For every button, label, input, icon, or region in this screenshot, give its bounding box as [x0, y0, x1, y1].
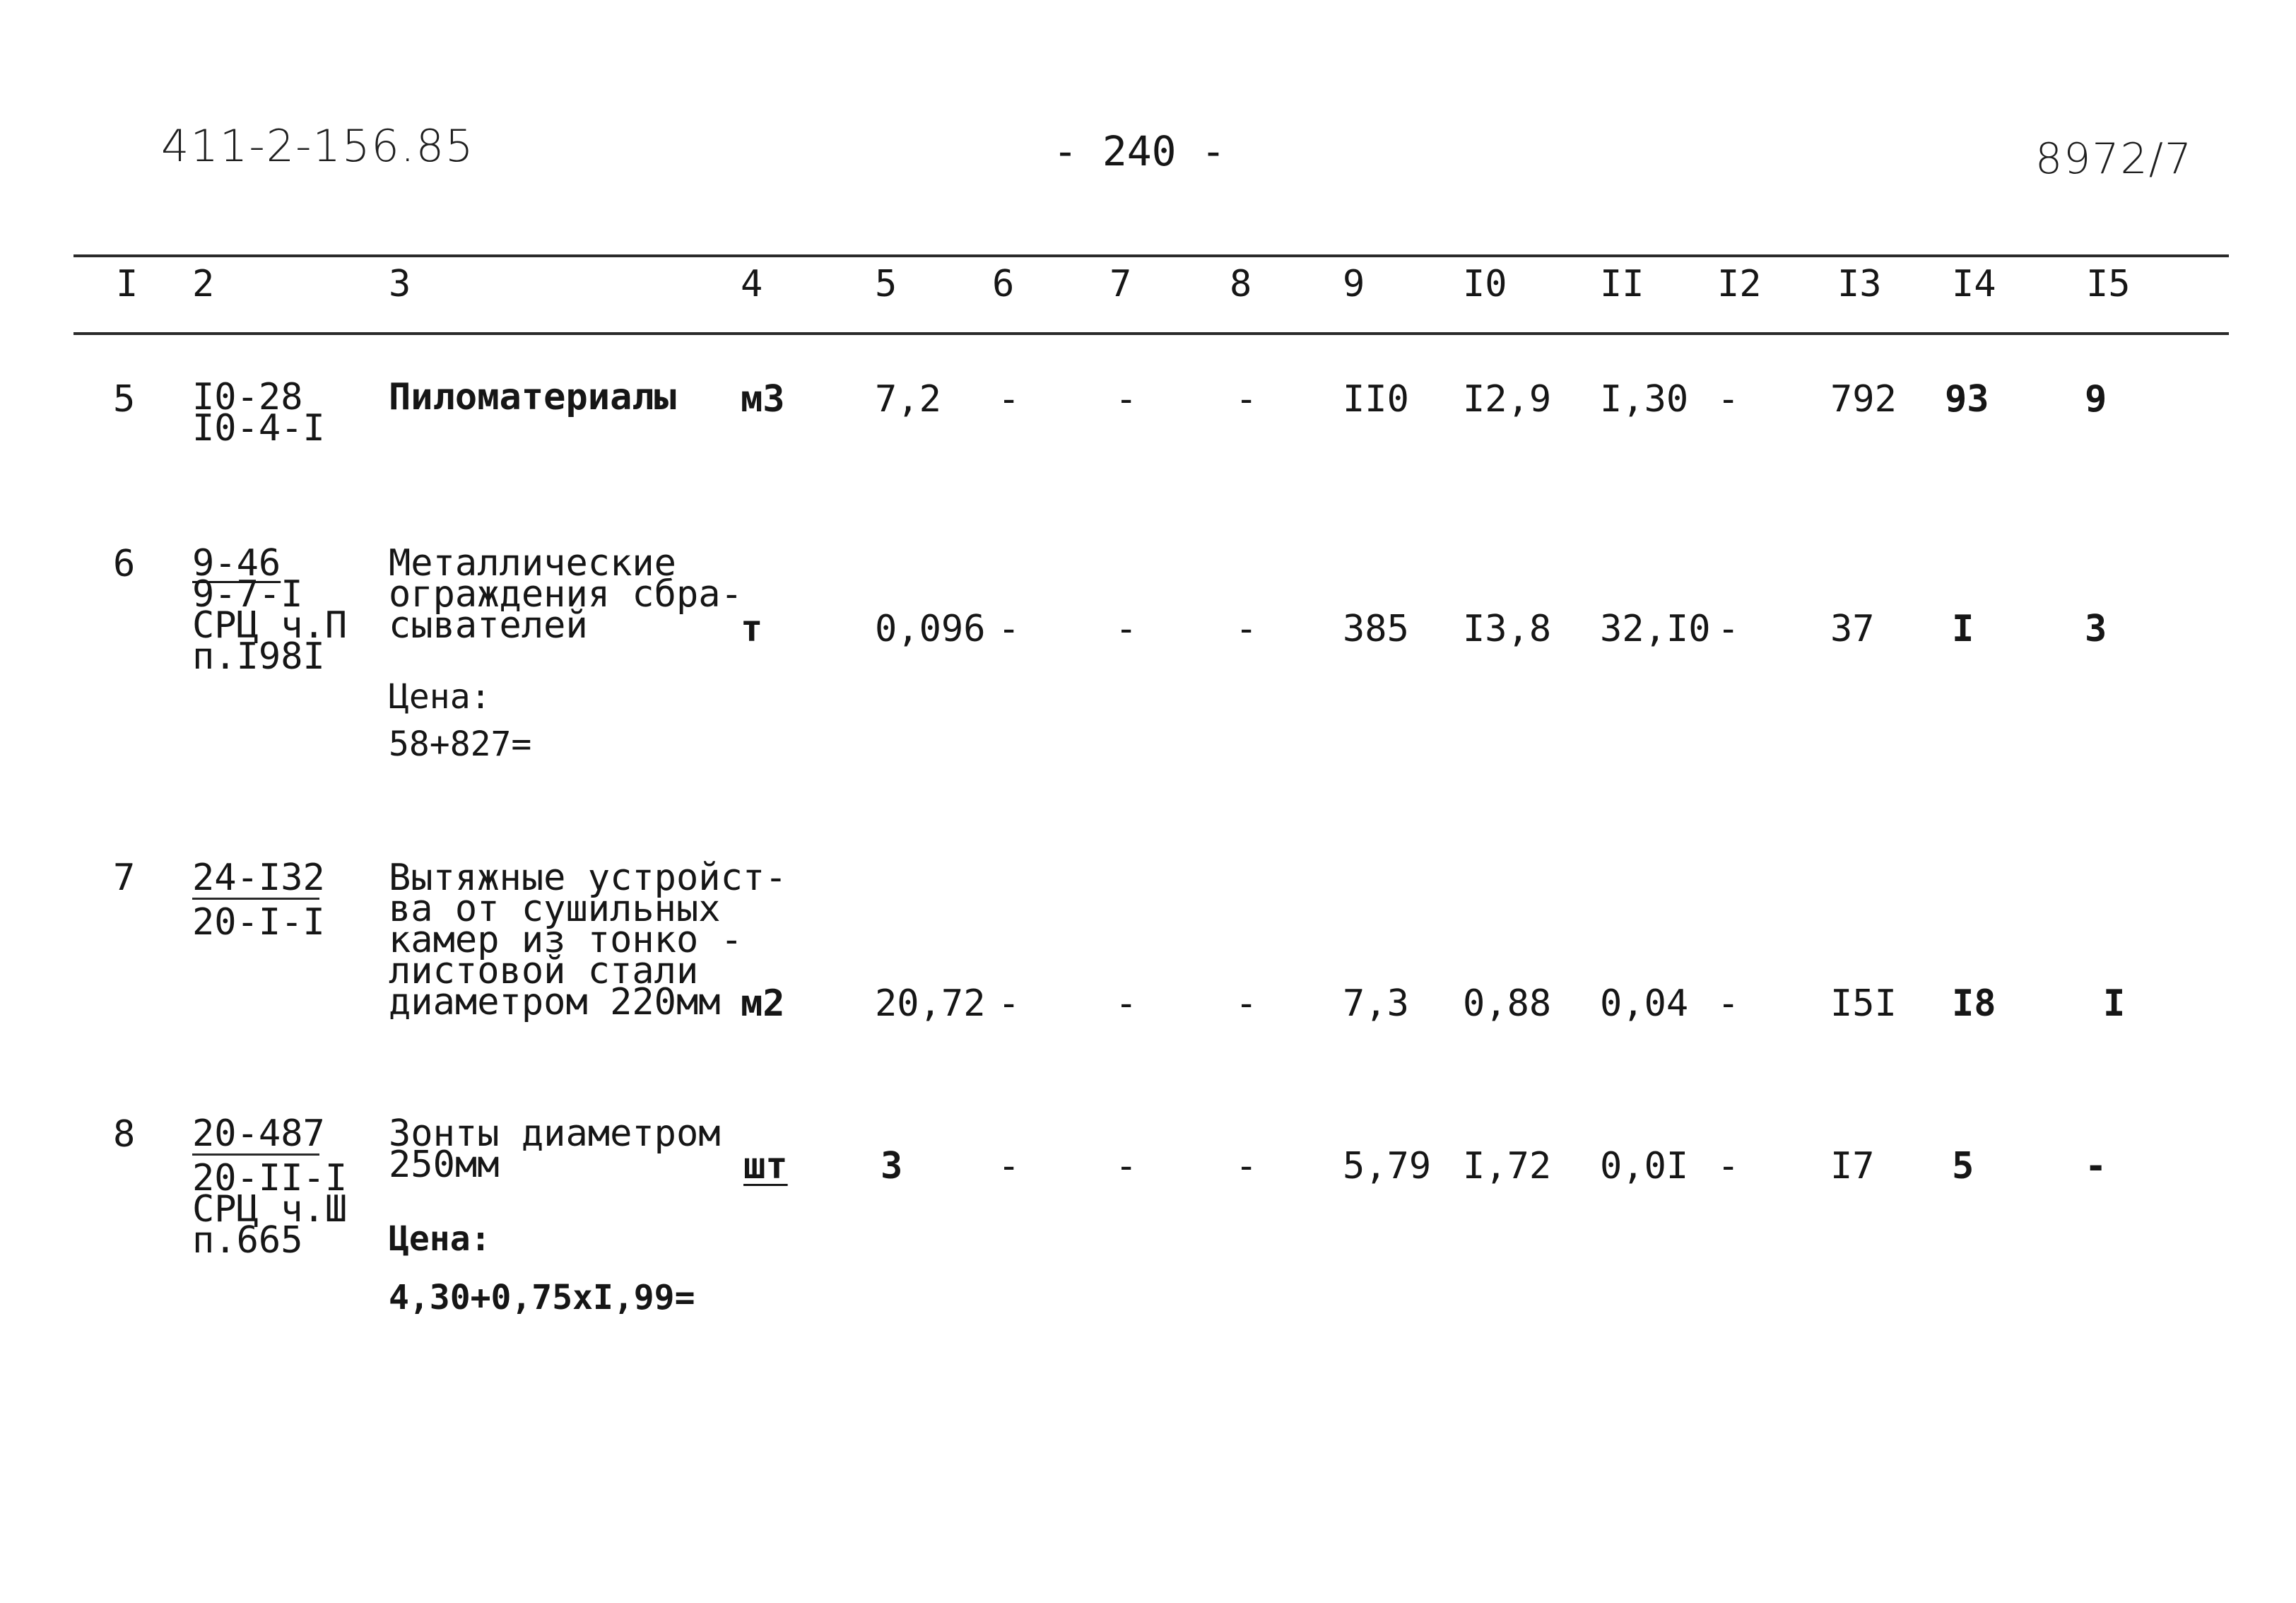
cell-col-13: I7 — [1830, 1145, 1875, 1187]
cell-col-15: I — [2103, 982, 2126, 1025]
item-name — [389, 1112, 721, 1186]
cell-col-7: - — [1115, 982, 1138, 1025]
cell-col-6: - — [998, 608, 1020, 650]
item-name-line: диаметром 220мм — [389, 981, 721, 1023]
price-formula: 58+827= — [389, 724, 532, 764]
cell-col-11: 32,I0 — [1600, 608, 1711, 650]
norm-code-line: 9-46 — [192, 542, 281, 585]
norm-code — [192, 857, 325, 944]
column-header-6: 6 — [992, 263, 1015, 305]
norm-code-line: 20-II-I — [192, 1157, 348, 1199]
cell-col-7: - — [1115, 1145, 1138, 1187]
column-header-13: I3 — [1837, 263, 1882, 305]
cell-col-9: II0 — [1343, 378, 1409, 421]
item-name — [389, 542, 743, 647]
item-name-line: листовой стали — [389, 950, 699, 992]
item-name-line: сывателей — [389, 604, 588, 647]
price-label: Цена: — [389, 1219, 491, 1259]
item-name-line: Металлические — [389, 542, 676, 585]
norm-code — [192, 376, 325, 450]
column-header-7: 7 — [1109, 263, 1132, 305]
norm-code-line: СРЦ ч.П — [192, 604, 348, 647]
norm-code-line: I0-4-I — [192, 407, 325, 450]
norm-code-line: 20-I-I — [192, 901, 325, 944]
table-header-rule — [73, 332, 2229, 335]
cell-col-10: I2,9 — [1463, 378, 1552, 421]
column-header-11: II — [1600, 263, 1644, 305]
item-name-line: Вытяжные устройст- — [389, 857, 787, 899]
cell-col-14: I — [1952, 608, 1974, 650]
column-header-10: I0 — [1463, 263, 1507, 305]
unit: м3 — [741, 378, 785, 421]
row-number: 5 — [113, 378, 136, 421]
column-header-12: I2 — [1717, 263, 1762, 305]
norm-code-line: I0-28 — [192, 376, 303, 418]
row-number: 6 — [113, 543, 136, 585]
cell-col-15: 3 — [2085, 608, 2107, 650]
row-number: 8 — [113, 1113, 136, 1156]
item-name-line: 250мм — [389, 1144, 500, 1186]
price-label: Цена: — [389, 677, 491, 717]
cell-col-15: 9 — [2085, 378, 2107, 421]
cell-col-9: 5,79 — [1343, 1145, 1432, 1187]
cell-col-6: - — [998, 378, 1020, 421]
table-top-rule — [73, 254, 2229, 257]
cell-col-8: - — [1235, 1145, 1258, 1187]
item-name-line: ограждения сбра- — [389, 573, 743, 616]
cell-col-12: - — [1717, 1145, 1740, 1187]
cell-col-12: - — [1717, 378, 1740, 421]
cell-col-6: - — [998, 982, 1020, 1025]
cell-col-15: - — [2085, 1145, 2107, 1187]
column-header-9: 9 — [1343, 263, 1365, 305]
unit: т — [741, 608, 763, 650]
column-header-5: 5 — [875, 263, 897, 305]
cell-col-7: - — [1115, 378, 1138, 421]
column-header-2: 2 — [192, 263, 215, 305]
row-number: 7 — [113, 857, 136, 899]
norm-code-line: 24-I32 — [192, 857, 325, 899]
cell-col-8: - — [1235, 982, 1258, 1025]
unit: м2 — [741, 982, 785, 1025]
norm-code-line: п.665 — [192, 1219, 303, 1262]
cell-col-10: I3,8 — [1463, 608, 1552, 650]
item-name-line: Зонты диаметром — [389, 1112, 721, 1155]
cell-col-14: I8 — [1952, 982, 1996, 1025]
cell-col-9: 7,3 — [1343, 982, 1409, 1025]
norm-code — [192, 542, 348, 678]
cell-col-11: 0,04 — [1600, 982, 1689, 1025]
price-formula: 4,30+0,75xI,99= — [389, 1278, 695, 1317]
norm-code — [192, 1112, 348, 1262]
norm-code-line: 20-487 — [192, 1112, 325, 1155]
cell-col-8: - — [1235, 608, 1258, 650]
quantity: 0,096 — [875, 608, 986, 650]
cell-col-12: - — [1717, 982, 1740, 1025]
cell-col-10: 0,88 — [1463, 982, 1552, 1025]
cell-col-10: I,72 — [1463, 1145, 1552, 1187]
column-header-15: I5 — [2086, 263, 2131, 305]
item-name — [389, 376, 676, 418]
quantity: 3 — [881, 1145, 903, 1187]
item-name-line: камер из тонко - — [389, 919, 743, 961]
item-name-line: Пиломатериалы — [389, 376, 676, 418]
cell-col-11: I,30 — [1600, 378, 1689, 421]
cell-col-13: 792 — [1830, 378, 1897, 421]
column-header-1: I — [116, 263, 139, 305]
norm-code-line: п.I98I — [192, 635, 325, 678]
unit: шт — [743, 1145, 788, 1187]
item-name — [389, 857, 787, 1023]
column-header-4: 4 — [741, 263, 763, 305]
cell-col-13: I5I — [1830, 982, 1897, 1025]
column-header-14: I4 — [1952, 263, 1996, 305]
quantity: 20,72 — [875, 982, 986, 1025]
item-name-line: ва от сушильных — [389, 888, 721, 930]
cell-col-8: - — [1235, 378, 1258, 421]
page-number: - 240 - — [1053, 127, 1226, 175]
document-code: 411-2-156.85 — [161, 120, 475, 172]
cell-col-7: - — [1115, 608, 1138, 650]
quantity: 7,2 — [875, 378, 941, 421]
cell-col-11: 0,0I — [1600, 1145, 1689, 1187]
norm-code-line: СРЦ ч.Ш — [192, 1188, 348, 1231]
cell-col-6: - — [998, 1145, 1020, 1187]
cell-col-14: 93 — [1945, 378, 1989, 421]
sheet-code: 8972/7 — [2035, 134, 2194, 184]
column-header-8: 8 — [1230, 263, 1252, 305]
cell-col-9: 385 — [1343, 608, 1409, 650]
cell-col-13: 37 — [1830, 608, 1875, 650]
cell-col-14: 5 — [1952, 1145, 1974, 1187]
column-header-3: 3 — [389, 263, 411, 305]
cell-col-12: - — [1717, 608, 1740, 650]
norm-code-line: 9-7-I — [192, 573, 303, 616]
